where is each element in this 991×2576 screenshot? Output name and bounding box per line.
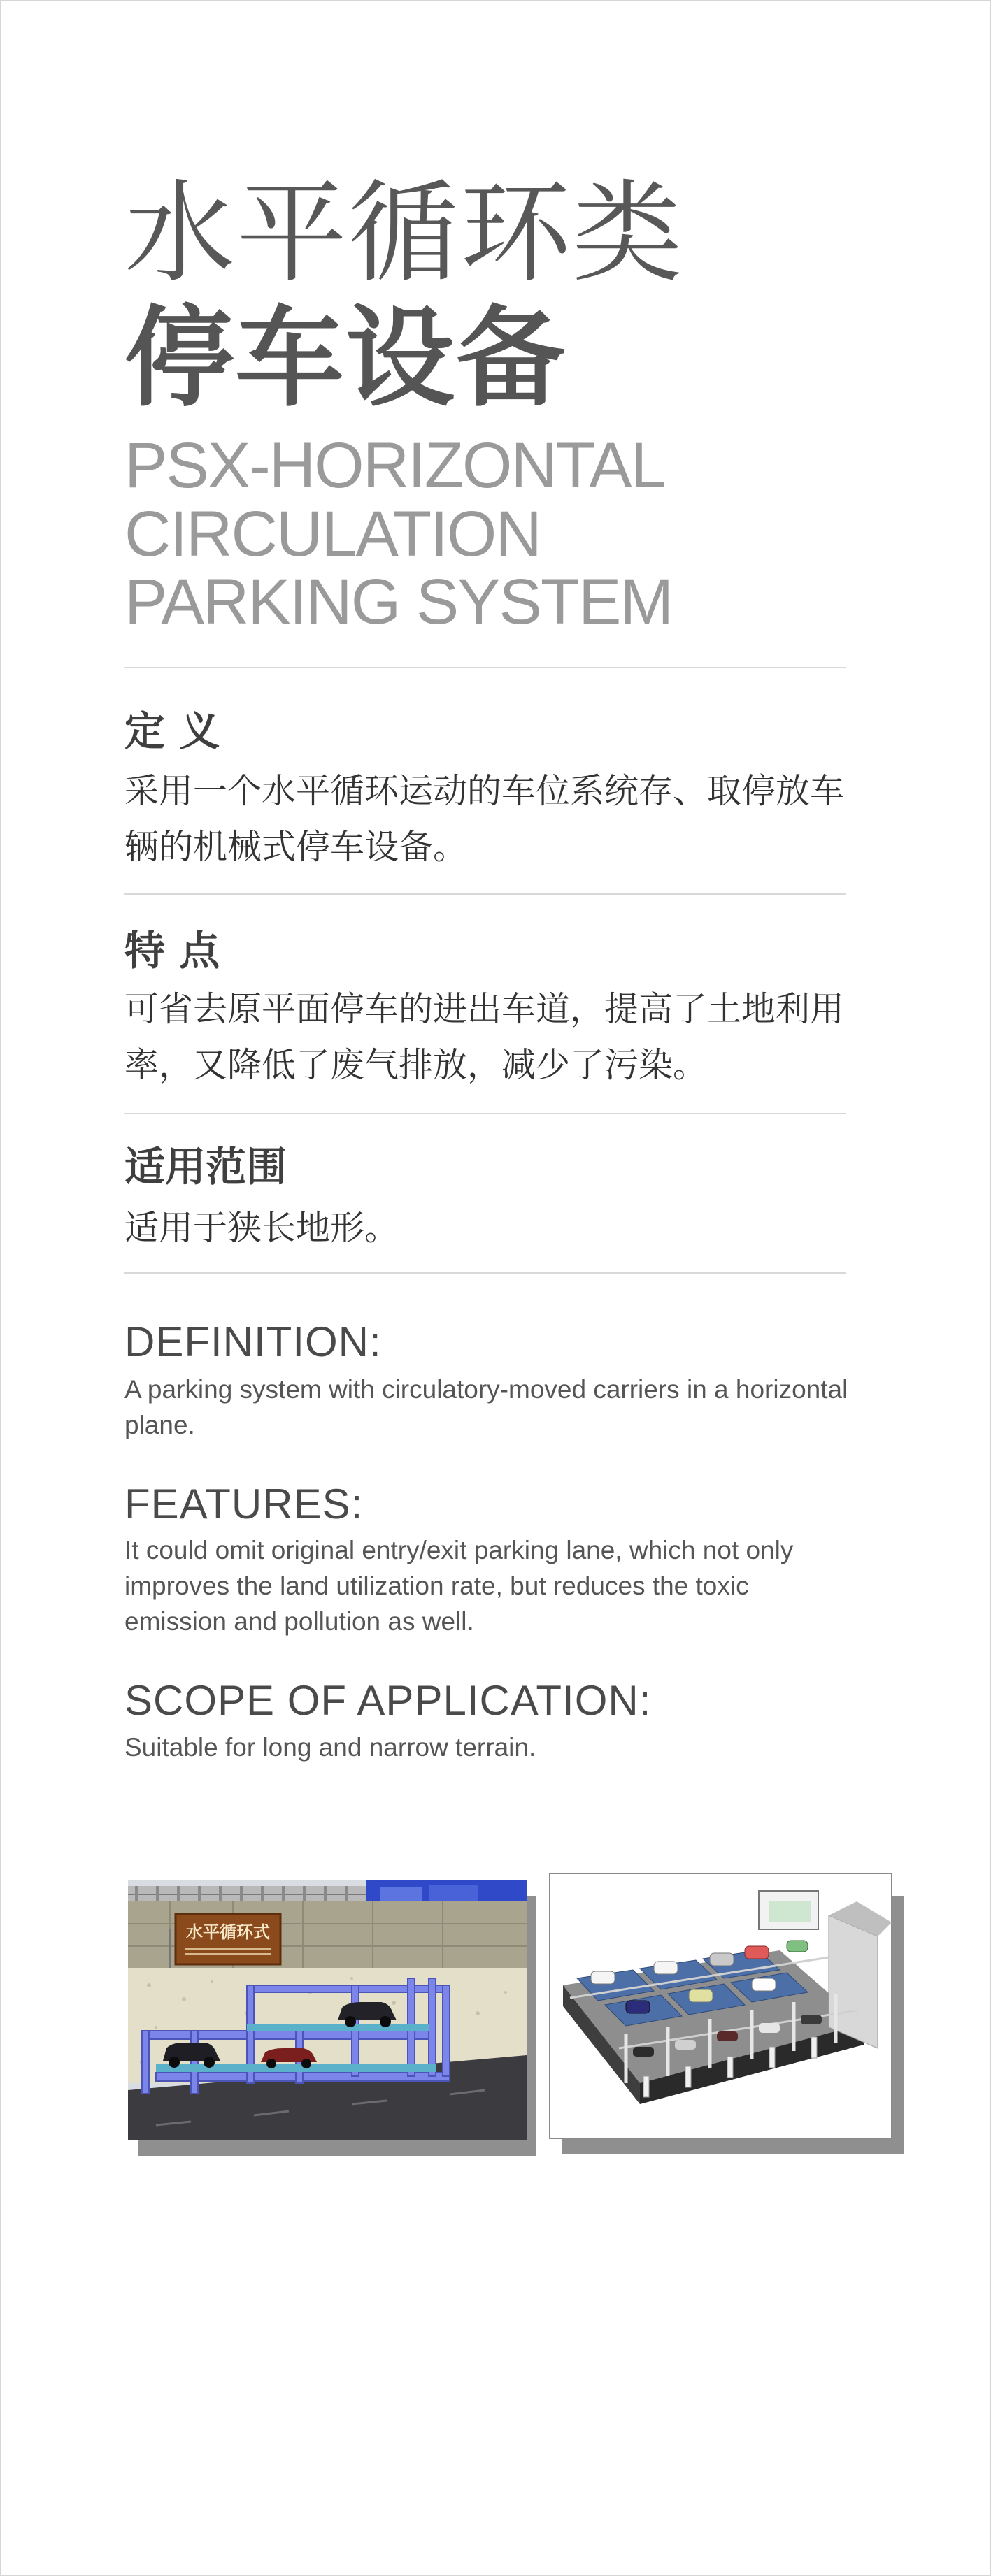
section-text-scope-cn: 适用于狭长地形。 xyxy=(124,1208,399,1248)
section-text-scope-en: Suitable for long and narrow terrain. xyxy=(124,1733,536,1762)
section-text-features-en: It could omit original entry/exit parking lane, which not only improves the land utilization rate, but reduces the toxic emission and pollution as well. xyxy=(124,1536,794,1636)
divider xyxy=(124,1113,846,1114)
section-title-features-en: FEATURES: xyxy=(124,1481,364,1527)
title-cn-line1: 水平循环类 xyxy=(124,169,684,298)
section-title-scope-cn: 适用范围 xyxy=(124,1143,287,1190)
section-title-definition-en: DEFINITION: xyxy=(124,1318,382,1365)
divider xyxy=(124,893,846,895)
title-en-line1: PSX-HORIZONTAL xyxy=(124,430,665,501)
title-en-line3: PARKING SYSTEM xyxy=(124,566,673,638)
illustration-right xyxy=(549,1873,892,2139)
section-title-features-cn: 特 点 xyxy=(124,927,220,974)
section-title-scope-en: SCOPE OF APPLICATION: xyxy=(124,1677,652,1724)
section-text-definition-en: A parking system with circulatory-moved carriers in a horizontal plane. xyxy=(124,1375,848,1439)
section-title-definition-cn: 定 义 xyxy=(124,707,220,755)
title-en-line2: CIRCULATION xyxy=(124,498,541,570)
divider xyxy=(124,667,846,668)
illustration-left xyxy=(128,1880,527,2140)
section-text-definition-cn: 采用一个水平循环运动的车位系统存、取停放车辆的机械式停车设备。 xyxy=(124,771,845,867)
title-cn-line2: 停车设备 xyxy=(124,294,566,422)
section-text-features-cn: 可省去原平面停车的进出车道，提高了土地利用率，又降低了废气排放，减少了污染。 xyxy=(124,989,845,1085)
divider xyxy=(124,1272,846,1274)
sign-text: 水平循环式 xyxy=(186,1922,270,1942)
